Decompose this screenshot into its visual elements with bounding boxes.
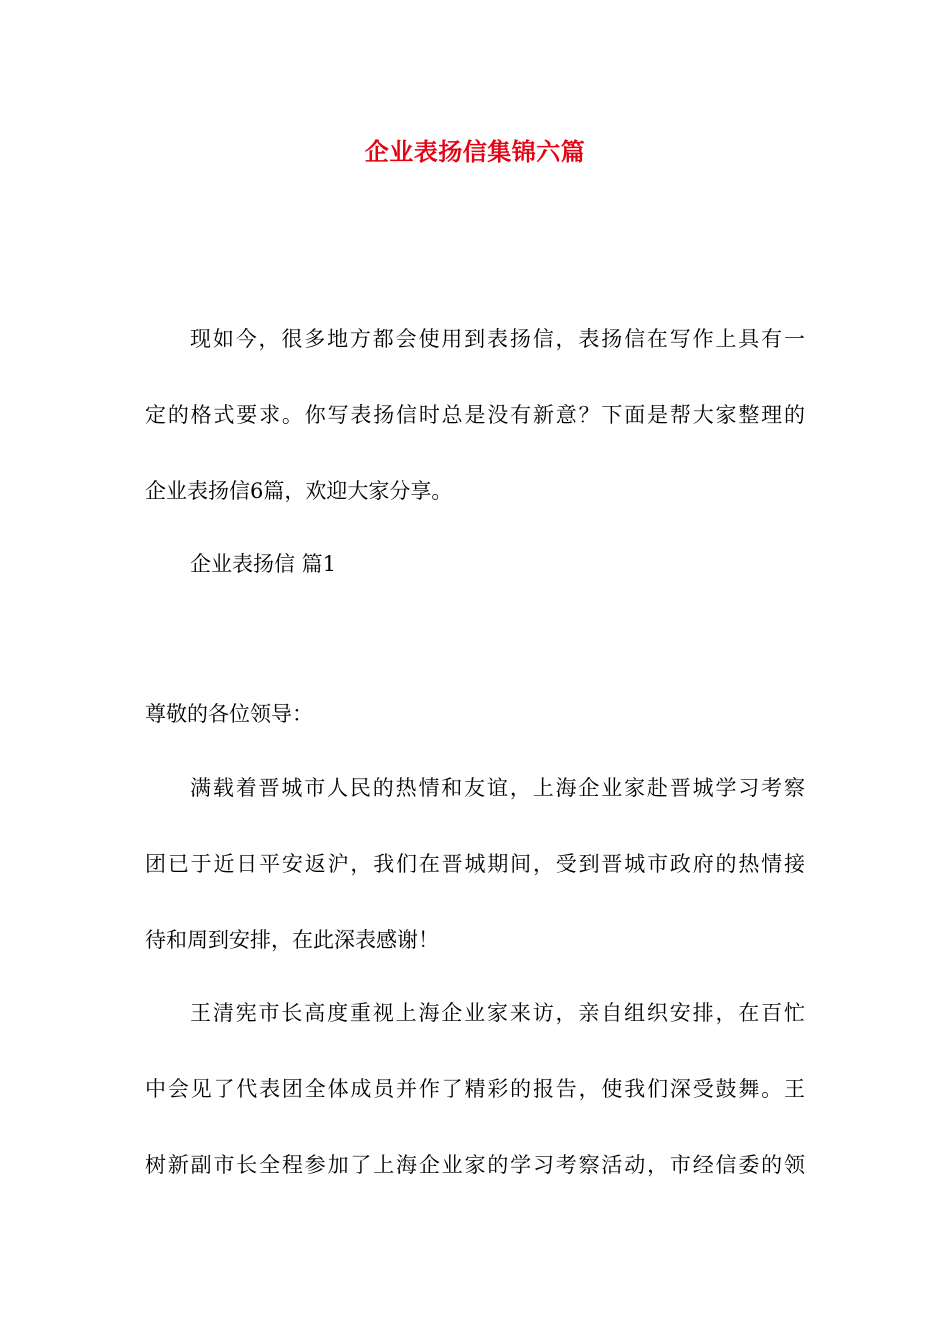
body-line-4: 王清宪市长高度重视上海企业家来访，亲自组织安排，在百忙	[190, 1001, 805, 1025]
document-title: 企业表扬信集锦六篇	[364, 137, 586, 166]
intro-line-1: 现如今，很多地方都会使用到表扬信，表扬信在写作上具有一	[190, 327, 805, 351]
body-line-5: 中会见了代表团全体成员并作了精彩的报告，使我们深受鼓舞。王	[145, 1077, 805, 1101]
intro-line-2: 定的格式要求。你写表扬信时总是没有新意？下面是帮大家整理的	[145, 403, 805, 427]
body-line-1: 满载着晋城市人民的热情和友谊，上海企业家赴晋城学习考察	[190, 776, 805, 800]
body-line-6: 树新副市长全程参加了上海企业家的学习考察活动，市经信委的领	[145, 1153, 805, 1177]
body-line-3: 待和周到安排，在此深表感谢！	[145, 928, 439, 952]
salutation: 尊敬的各位领导：	[145, 702, 313, 726]
section-heading-1: 企业表扬信 篇1	[190, 552, 337, 576]
intro-line-3: 企业表扬信6篇，欢迎大家分享。	[145, 479, 453, 503]
body-line-2: 团已于近日平安返沪，我们在晋城期间，受到晋城市政府的热情接	[145, 852, 805, 876]
